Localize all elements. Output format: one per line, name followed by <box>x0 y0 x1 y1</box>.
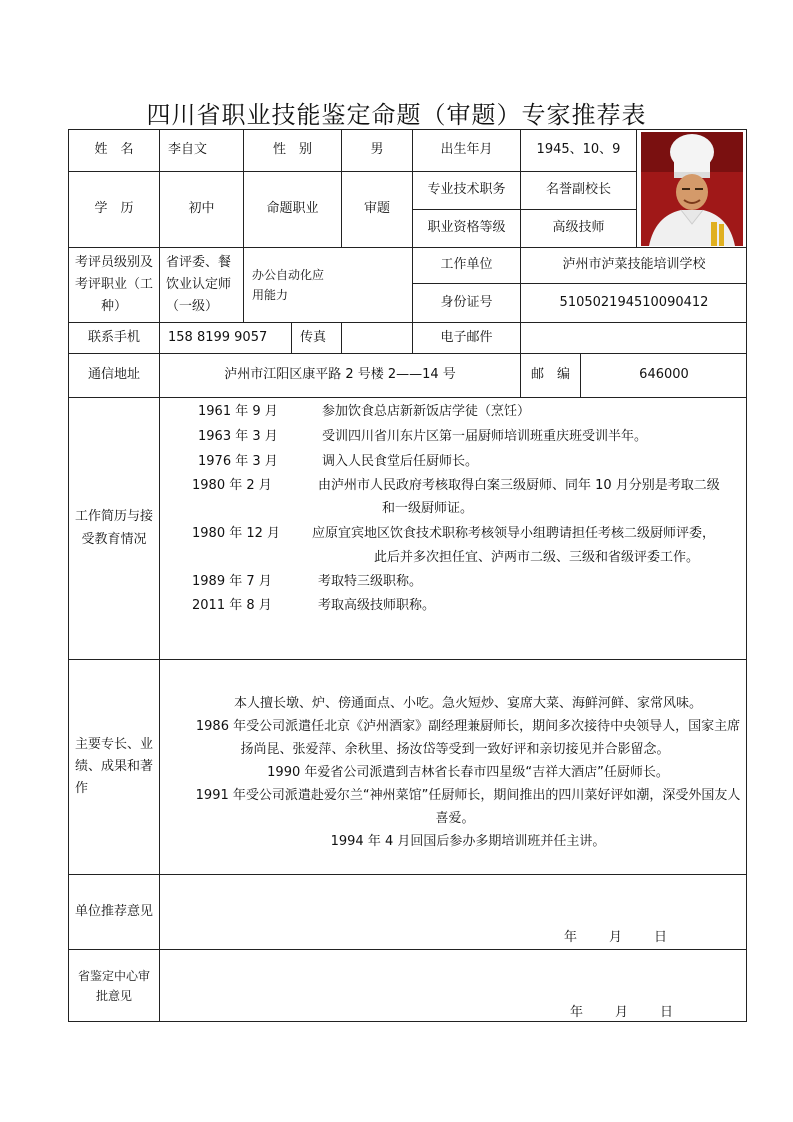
resume-text: 考取特三级职称。 <box>318 574 423 589</box>
resume-date: 2011 年 8 月 <box>192 598 272 613</box>
specialty-paragraph: 1986 年受公司派遣任北京《泸州酒家》副经理兼厨师长，期间多次接待中央领导人，国家主席扬尚昆、张爱萍、余秋里、扬汝岱等受到一致好评和亲切接见并合影留念。 <box>195 719 741 757</box>
resume-label: 工作简历与接受教育情况 <box>68 397 159 659</box>
gender-label: 性 别 <box>243 129 341 171</box>
phone-label: 联系手机 <box>68 322 159 353</box>
resume-content <box>159 397 747 659</box>
specialty-paragraph: 本人擅长墩、炉、傍通面点、小吃。急火短炒、宴席大菜、海鲜河鲜、家常风味。 <box>233 696 702 711</box>
center-opinion-label: 省鉴定中心审批意见 <box>68 949 159 1022</box>
email-label: 电子邮件 <box>412 322 520 353</box>
phone-value: 158 8199 9057 <box>159 322 291 353</box>
resume-text: 参加饮食总店新新饭店学徒（烹饪） <box>322 404 531 419</box>
qualification-label: 职业资格等级 <box>412 209 520 247</box>
resume-date: 1980 年 2 月 <box>192 478 272 493</box>
fax-value <box>341 322 412 353</box>
work-unit-label: 工作单位 <box>412 247 520 283</box>
office-automation-value: 办公自动化应用能力 <box>243 247 412 322</box>
unit-opinion-label: 单位推荐意见 <box>68 874 159 949</box>
exam-job-label: 命题职业 <box>243 171 341 247</box>
examiner-rank-value: 省评委、餐饮业认定师（一级） <box>159 247 243 322</box>
recommendation-form <box>68 129 747 1022</box>
resume-date: 1989 年 7 月 <box>192 574 272 589</box>
specialty-paragraph: 1990 年爱省公司派遣到吉林省长春市四星级“吉祥大酒店”任厨师长。 <box>267 765 669 780</box>
specialty-paragraphs <box>168 692 742 853</box>
exam-job-value: 审题 <box>341 171 412 247</box>
examiner-rank-label: 考评员级别及考评职业（工种） <box>68 247 159 322</box>
resume-date: 1963 年 3 月 <box>198 429 278 444</box>
resume-text: 应原宜宾地区饮食技术职称考核领导小组聘请担任考核二级厨师评委， <box>312 526 716 541</box>
resume-text: 考取高级技师职称。 <box>318 598 436 613</box>
id-number-label: 身份证号 <box>412 283 520 322</box>
work-unit-value: 泸州市泸菜技能培训学校 <box>520 247 747 283</box>
chef-portrait-photo <box>641 132 743 246</box>
postcode-label: 邮 编 <box>520 353 580 397</box>
resume-text: 调入人民食堂后任厨师长。 <box>322 454 479 469</box>
resume-text: 受训四川省川东片区第一届厨师培训班重庆班受训半年。 <box>322 429 648 444</box>
qualification-value: 高级技师 <box>520 209 636 247</box>
gender-value: 男 <box>341 129 412 171</box>
email-value <box>520 322 747 353</box>
resume-lines <box>160 398 748 660</box>
education-value: 初中 <box>159 171 243 247</box>
birth-label: 出生年月 <box>412 129 520 171</box>
resume-date: 1980 年 12 月 <box>192 526 281 541</box>
name-value: 李自文 <box>159 129 243 171</box>
address-label: 通信地址 <box>68 353 159 397</box>
specialty-label: 主要专长、业绩、成果和著作 <box>68 659 159 874</box>
specialty-paragraph: 1991 年受公司派遣赴爱尔兰“神州菜馆”任厨师长，期间推出的四川菜好评如潮，深受外国友人喜爱。 <box>195 788 741 826</box>
address-value: 泸州市江阳区康平路 2 号楼 2——14 号 <box>159 353 520 397</box>
name-label: 姓 名 <box>68 129 159 171</box>
specialty-paragraph: 1994 年 4 月回国后参办多期培训班并任主讲。 <box>330 834 606 849</box>
resume-text-cont: 和一级厨师证。 <box>382 501 474 516</box>
postcode-value: 646000 <box>580 353 747 397</box>
center-opinion-date: 年 月 日 <box>570 1005 676 1020</box>
specialty-content <box>159 659 747 874</box>
photo-cell <box>636 129 747 247</box>
unit-opinion-date: 年 月 日 <box>564 930 670 945</box>
birth-value: 1945、10、9 <box>520 129 636 171</box>
fax-label: 传真 <box>291 322 341 353</box>
resume-text: 由泸州市人民政府考核取得白案三级厨师、同年 10 月分别是考取二级 <box>318 478 720 493</box>
tech-title-label: 专业技术职务 <box>412 171 520 209</box>
resume-text-cont: 此后并多次担任宜、泸两市二级、三级和省级评委工作。 <box>374 550 700 565</box>
center-opinion-content <box>159 949 747 1022</box>
education-label: 学 历 <box>68 171 159 247</box>
tech-title-value: 名誉副校长 <box>520 171 636 209</box>
resume-date: 1961 年 9 月 <box>198 404 278 419</box>
page-title: 四川省职业技能鉴定命题（审题）专家推荐表 <box>146 101 647 129</box>
id-number-value: 510502194510090412 <box>520 283 747 322</box>
resume-date: 1976 年 3 月 <box>198 454 278 469</box>
unit-opinion-content <box>159 874 747 949</box>
